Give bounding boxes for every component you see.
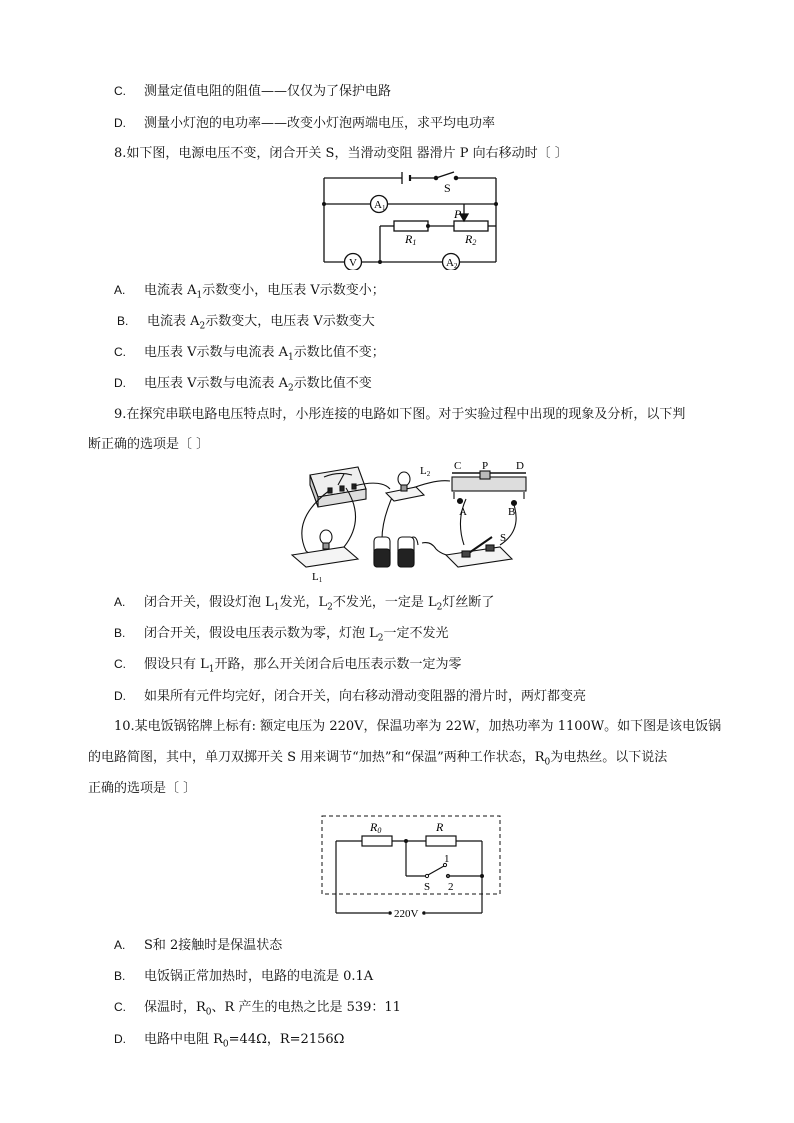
resistor-r0-label: R0 <box>370 820 382 835</box>
q8-option-d: D. 电压表 V示数与电流表 $A_2$示数比值不变 <box>114 376 372 394</box>
option-letter: D. <box>114 376 126 390</box>
lamp-l2-label: L2 <box>420 465 431 478</box>
option-letter: D. <box>114 116 126 130</box>
terminal-d-label: D <box>516 460 524 472</box>
q10-option-a: A. S和 2接触时是保温状态 <box>114 938 283 953</box>
option-letter: D. <box>114 689 126 703</box>
option-letter: D. <box>114 1032 126 1046</box>
q8-circuit-diagram <box>318 170 502 270</box>
option-letter: C. <box>114 345 126 359</box>
option-text: 测量定值电阻的阻值——仅仅为了保护电路 <box>144 84 392 99</box>
option-letter: A. <box>114 595 126 609</box>
q10-stem-line1: 10.某电饭锅铭牌上标有: 额定电压为 220V，保温功率为 22W，加热功率为 1100W。如下图是该电饭锅 <box>114 719 722 734</box>
slider-p-label: P <box>454 207 462 221</box>
q10-option-c: C. 保温时，$R_0$、R 产生的电热之比是 539：11 <box>114 1000 401 1018</box>
option-letter: C. <box>114 84 126 98</box>
terminal-c-label: C <box>454 460 462 472</box>
q10-rice-cooker-circuit <box>320 814 504 920</box>
switch-s-label: S <box>500 532 507 544</box>
q10-stem-line2: 的电路简图，其中，单刀双掷开关 S 用来调节“加热”和“保温”两种工作状态，$R_0$为电热丝。以下说法 <box>88 750 668 768</box>
slider-p-label: P <box>482 460 489 472</box>
q9-circuit-photo-illustration <box>286 459 536 586</box>
option-letter: A. <box>114 938 126 952</box>
q9-option-a: A. 闭合开关，假设灯泡 $L_1$发光，$L_2$不发光，一定是 $L_2$灯丝断了 <box>114 595 495 613</box>
option-letter: B. <box>114 969 126 983</box>
terminal-b-label: B <box>508 506 516 518</box>
resistor-r1-label: R1 <box>405 232 417 247</box>
option-letter: C. <box>114 1000 126 1014</box>
q9-option-b: B. 闭合开关，假设电压表示数为零，灯泡 $L_2$一定不发光 <box>114 626 449 644</box>
contact-2-label: 2 <box>448 881 454 893</box>
ammeter-a2-label: A2 <box>446 257 458 270</box>
terminal-a-label: A <box>459 506 467 518</box>
q8-option-b: B. 电流表 $A_2$示数变大，电压表 V示数变大 <box>117 314 375 332</box>
q9-stem-line1: 9.在探究串联电路电压特点时，小彤连接的电路如下图。对于实验过程中出现的现象及分析，以下判 <box>114 407 686 422</box>
option-letter: A. <box>114 283 126 297</box>
resistor-r-label: R <box>436 820 444 834</box>
q8-stem: 8.如下图，电源电压不变，闭合开关 S，当滑动变阻 器滑片 P 向右移动时〔 〕 <box>114 146 568 161</box>
supply-voltage-label: 220V <box>394 908 419 920</box>
option-letter: B. <box>117 314 129 328</box>
q9-option-c: C. 假设只有 $L_1$开路，那么开关闭合后电压表示数一定为零 <box>114 657 462 675</box>
voltmeter-v-label: V <box>349 257 357 269</box>
q7-option-c <box>114 82 391 101</box>
switch-s-label: S <box>424 881 431 893</box>
q9-option-d: D. 如果所有元件均完好，闭合开关，向右移动滑动变阻器的滑片时，两灯都变亮 <box>114 689 587 704</box>
ammeter-a1-label: A1 <box>374 199 386 212</box>
q9-stem-line2: 断正确的选项是〔 〕 <box>88 437 210 452</box>
resistor-r2-label: R2 <box>465 232 477 247</box>
switch-label: S <box>444 181 451 195</box>
q8-option-a: A. 电流表 $A_1$示数变小，电压表 V示数变小； <box>114 283 385 301</box>
option-text: 测量小灯泡的电功率——改变小灯泡两端电压，求平均电功率 <box>144 116 496 131</box>
q8-option-c: C. 电压表 V示数与电流表 $A_1$示数比值不变； <box>114 345 385 363</box>
q7-option-d <box>114 114 495 133</box>
q10-stem-line3: 正确的选项是〔 〕 <box>88 781 197 796</box>
q10-option-b: B. 电饭锅正常加热时，电路的电流是 0.1A <box>114 969 374 984</box>
q10-option-d: D. 电路中电阻 $R_0=44\Omega$，R=2156Ω <box>114 1032 345 1050</box>
lamp-l1-label: L1 <box>312 571 323 584</box>
contact-1-label: 1 <box>444 853 450 865</box>
option-letter: B. <box>114 626 126 640</box>
option-letter: C. <box>114 657 126 671</box>
